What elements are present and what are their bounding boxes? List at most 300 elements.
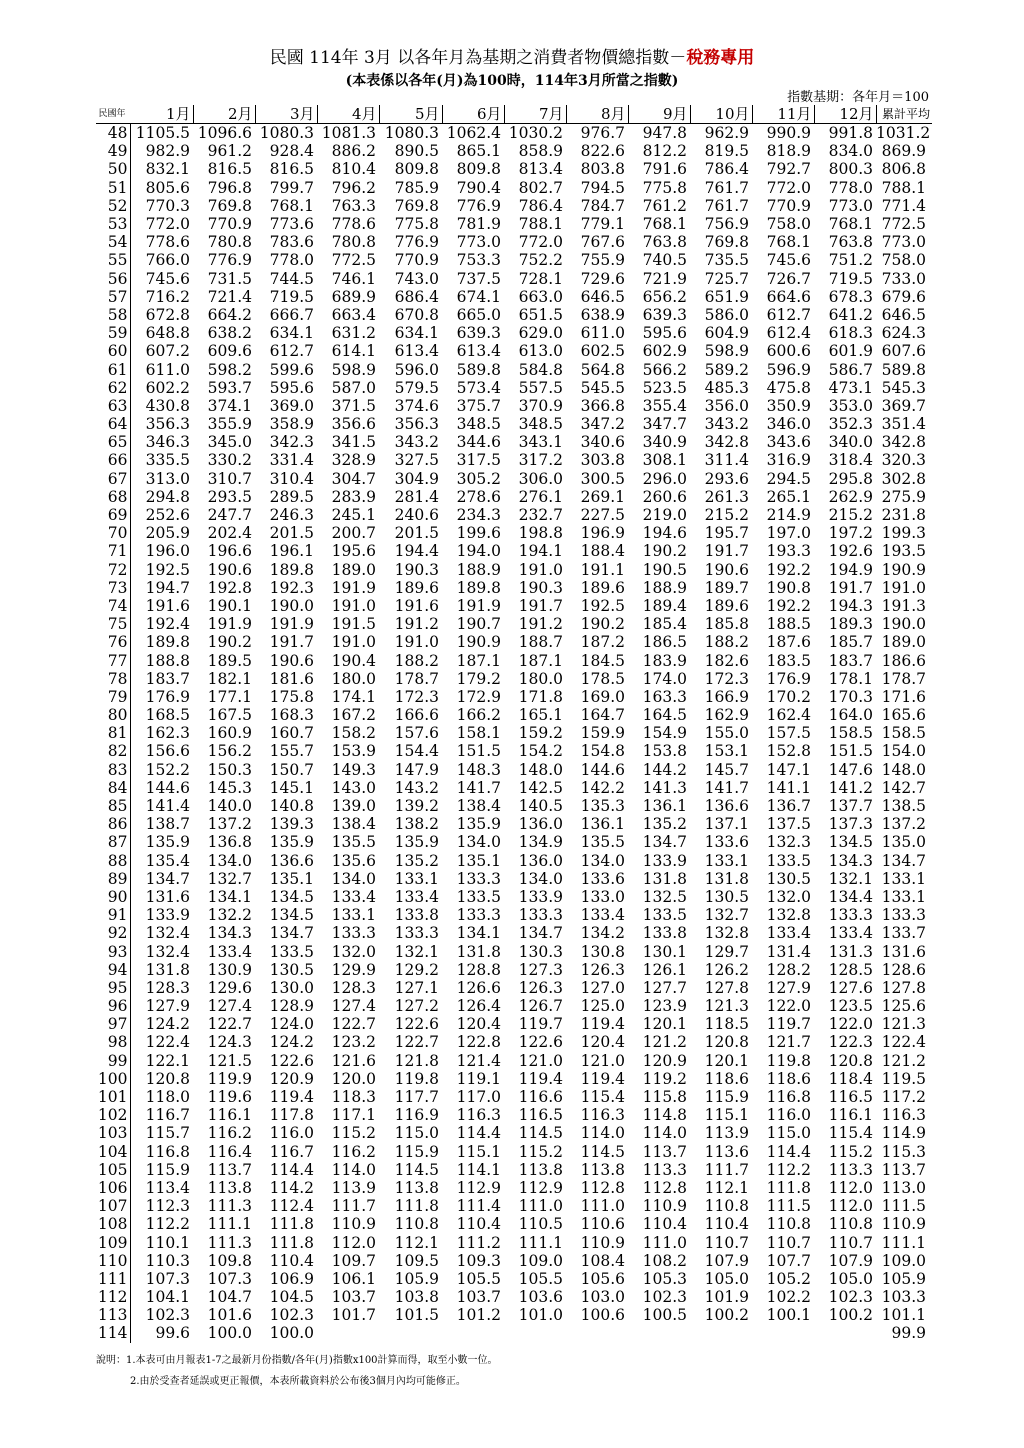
index-cell: 110.4: [269, 1251, 314, 1270]
table-row: [96, 670, 932, 688]
table-row: [96, 1252, 932, 1270]
table-row: [96, 1288, 932, 1306]
index-cell: 158.2: [331, 724, 376, 743]
index-cell: 356.3: [394, 415, 439, 434]
index-cell: 475.8: [766, 378, 811, 397]
index-cell: 110.8: [394, 1215, 439, 1234]
index-cell: 110.9: [331, 1215, 376, 1234]
year-cell: 78: [96, 670, 130, 688]
average-cell: 103.3: [881, 1288, 926, 1307]
index-cell: 613.0: [518, 342, 563, 361]
index-cell: 122.1: [145, 1051, 190, 1070]
index-cell: 191.5: [331, 615, 376, 634]
index-cell: 133.4: [766, 924, 811, 943]
index-cell: 116.5: [518, 1106, 563, 1125]
index-cell: 116.0: [766, 1106, 811, 1125]
index-cell: 133.4: [580, 906, 625, 925]
index-cell: 596.9: [766, 360, 811, 379]
index-cell: 129.2: [394, 960, 439, 979]
index-cell: 768.1: [828, 215, 873, 234]
index-cell: 154.2: [518, 742, 563, 761]
index-cell: 187.1: [518, 651, 563, 670]
index-cell: 766.0: [145, 251, 190, 270]
index-cell: 663.0: [518, 287, 563, 306]
index-cell: 106.9: [269, 1269, 314, 1288]
index-cell: 116.3: [580, 1106, 625, 1125]
index-cell: 753.3: [456, 251, 501, 270]
year-cell: 68: [96, 488, 130, 506]
index-cell: 191.9: [269, 615, 314, 634]
index-cell: 111.8: [766, 1178, 811, 1197]
index-cell: 114.2: [269, 1178, 314, 1197]
index-cell: 310.7: [207, 469, 252, 488]
table-row: [96, 724, 932, 742]
index-cell: 345.0: [207, 433, 252, 452]
year-cell: 57: [96, 288, 130, 306]
index-cell: 191.0: [331, 633, 376, 652]
index-cell: 112.0: [828, 1197, 873, 1216]
index-cell: 111.0: [580, 1197, 625, 1216]
index-cell: 145.3: [207, 778, 252, 797]
table-row: [96, 1306, 932, 1324]
year-cell: 85: [96, 797, 130, 815]
index-cell: 136.0: [518, 851, 563, 870]
index-cell: 132.7: [704, 906, 749, 925]
average-cell: 191.3: [881, 596, 926, 615]
index-cell: 293.5: [207, 487, 252, 506]
index-cell: 128.3: [145, 978, 190, 997]
index-cell: 134.0: [207, 851, 252, 870]
table-row: [96, 415, 932, 433]
index-cell: 316.9: [766, 451, 811, 470]
index-cell: 110.8: [828, 1215, 873, 1234]
index-cell: 296.0: [642, 469, 687, 488]
table-row: [96, 342, 932, 360]
index-cell: 134.3: [207, 924, 252, 943]
index-cell: 157.5: [766, 724, 811, 743]
index-cell: 205.9: [145, 524, 190, 543]
year-cell: 100: [96, 1070, 130, 1088]
index-cell: 132.5: [642, 887, 687, 906]
index-cell: 135.9: [456, 815, 501, 834]
index-cell: 612.4: [766, 324, 811, 343]
index-cell: 185.7: [828, 633, 873, 652]
index-cell: 100.0: [269, 1324, 314, 1343]
index-cell: 346.3: [145, 433, 190, 452]
average-cell: 114.9: [881, 1124, 926, 1143]
index-cell: 289.5: [269, 487, 314, 506]
index-cell: 147.1: [766, 760, 811, 779]
index-cell: 190.5: [642, 560, 687, 579]
index-cell: 122.7: [394, 1033, 439, 1052]
index-cell: 670.8: [394, 305, 439, 324]
index-cell: 990.9: [766, 124, 811, 143]
index-cell: 139.3: [269, 815, 314, 834]
index-cell: 215.2: [704, 506, 749, 525]
year-cell: 101: [96, 1088, 130, 1106]
index-cell: 177.1: [207, 687, 252, 706]
index-cell: 109.8: [207, 1251, 252, 1270]
index-cell: 182.1: [207, 669, 252, 688]
table-row: [96, 997, 932, 1015]
index-cell: 767.6: [580, 233, 625, 252]
index-cell: 105.5: [518, 1269, 563, 1288]
index-cell: 186.5: [642, 633, 687, 652]
index-cell: 276.1: [518, 487, 563, 506]
index-cell: 350.9: [766, 396, 811, 415]
index-cell: 768.1: [766, 233, 811, 252]
index-cell: 113.6: [704, 1142, 749, 1161]
index-cell: 719.5: [828, 269, 873, 288]
index-cell: 111.2: [456, 1233, 501, 1252]
index-cell: 111.8: [394, 1197, 439, 1216]
index-cell: 115.9: [145, 1160, 190, 1179]
index-cell: 358.9: [269, 415, 314, 434]
index-cell: 113.8: [518, 1160, 563, 1179]
index-cell: 195.7: [704, 524, 749, 543]
index-cell: 785.9: [394, 178, 439, 197]
index-cell: 740.5: [642, 251, 687, 270]
index-cell: 182.6: [704, 651, 749, 670]
average-cell: 199.3: [881, 524, 926, 543]
year-cell: 70: [96, 524, 130, 542]
year-cell: 54: [96, 233, 130, 251]
index-cell: 294.8: [145, 487, 190, 506]
index-cell: 744.5: [269, 269, 314, 288]
index-cell: 111.0: [642, 1233, 687, 1252]
index-cell: 133.1: [704, 851, 749, 870]
average-cell: 125.6: [881, 997, 926, 1016]
index-cell: 110.7: [704, 1233, 749, 1252]
column-header: 3月: [255, 105, 317, 124]
index-cell: 300.5: [580, 469, 625, 488]
index-cell: 105.5: [456, 1269, 501, 1288]
average-cell: 105.9: [881, 1269, 926, 1288]
year-cell: 98: [96, 1033, 130, 1051]
index-cell: 145.1: [269, 778, 314, 797]
index-cell: 664.6: [766, 287, 811, 306]
index-cell: 197.2: [828, 524, 873, 543]
index-cell: 102.3: [642, 1288, 687, 1307]
index-cell: 111.1: [518, 1233, 563, 1252]
year-cell: 58: [96, 306, 130, 324]
average-cell: 116.3: [881, 1106, 926, 1125]
index-cell: 164.0: [828, 706, 873, 725]
index-cell: 125.0: [580, 997, 625, 1016]
index-cell: 133.4: [828, 924, 873, 943]
average-cell: 111.5: [881, 1197, 926, 1216]
year-cell: 113: [96, 1306, 130, 1324]
index-cell: 169.0: [580, 687, 625, 706]
index-cell: 104.5: [269, 1288, 314, 1307]
index-cell: 340.9: [642, 433, 687, 452]
index-cell: 191.7: [704, 542, 749, 561]
index-cell: 743.0: [394, 269, 439, 288]
average-cell: 607.6: [881, 342, 926, 361]
table-row: [96, 779, 932, 797]
average-cell: 1031.2: [876, 124, 931, 143]
index-cell: 194.1: [518, 542, 563, 561]
table-row: [96, 924, 932, 942]
index-cell: 192.5: [145, 560, 190, 579]
index-cell: 191.0: [331, 596, 376, 615]
index-cell: 108.2: [642, 1251, 687, 1270]
index-cell: 355.9: [207, 415, 252, 434]
index-cell: 281.4: [394, 487, 439, 506]
index-cell: 343.6: [766, 433, 811, 452]
index-cell: 200.7: [331, 524, 376, 543]
index-cell: 191.0: [394, 633, 439, 652]
index-cell: 133.4: [207, 942, 252, 961]
year-cell: 104: [96, 1143, 130, 1161]
index-cell: 776.9: [456, 196, 501, 215]
base-period-note: 指數基期：各年月＝100: [787, 90, 929, 105]
index-cell: 128.3: [331, 978, 376, 997]
index-cell: 348.5: [456, 415, 501, 434]
index-cell: 725.7: [704, 269, 749, 288]
index-cell: 136.0: [518, 815, 563, 834]
index-cell: 114.1: [456, 1160, 501, 1179]
index-cell: 347.2: [580, 415, 625, 434]
index-cell: 115.2: [828, 1142, 873, 1161]
index-cell: 374.1: [207, 396, 252, 415]
index-cell: 150.7: [269, 760, 314, 779]
average-cell: 133.1: [881, 869, 926, 888]
average-cell: 117.2: [881, 1088, 926, 1107]
index-cell: 123.2: [331, 1033, 376, 1052]
index-cell: 105.6: [580, 1269, 625, 1288]
average-cell: 154.0: [881, 742, 926, 761]
index-cell: 170.3: [828, 687, 873, 706]
index-cell: 126.1: [642, 960, 687, 979]
table-row: [96, 742, 932, 760]
column-header: 8月: [566, 105, 628, 124]
index-cell: 612.7: [269, 342, 314, 361]
index-cell: 240.6: [394, 506, 439, 525]
average-cell: 190.9: [881, 560, 926, 579]
index-cell: 772.0: [518, 233, 563, 252]
index-cell: [814, 1324, 876, 1342]
average-cell: 137.2: [881, 815, 926, 834]
index-cell: 370.9: [518, 396, 563, 415]
index-cell: 126.4: [456, 997, 501, 1016]
index-cell: 127.4: [331, 997, 376, 1016]
index-cell: 111.1: [207, 1215, 252, 1234]
table-row: [96, 288, 932, 306]
index-cell: 103.7: [456, 1288, 501, 1307]
average-cell: 178.7: [881, 669, 926, 688]
index-cell: 485.3: [704, 378, 749, 397]
index-cell: 183.7: [828, 651, 873, 670]
index-cell: 128.8: [456, 960, 501, 979]
table-row: [96, 1215, 932, 1233]
index-cell: 110.8: [704, 1197, 749, 1216]
year-cell: 72: [96, 561, 130, 579]
index-cell: 195.6: [331, 542, 376, 561]
index-cell: 172.3: [394, 687, 439, 706]
index-cell: 586.7: [828, 360, 873, 379]
table-row: [96, 251, 932, 269]
index-cell: 598.9: [331, 360, 376, 379]
index-cell: 141.4: [145, 797, 190, 816]
index-cell: 135.6: [331, 851, 376, 870]
index-cell: 129.9: [331, 960, 376, 979]
table-row: [96, 961, 932, 979]
index-cell: 111.4: [456, 1197, 501, 1216]
index-cell: 157.6: [394, 724, 439, 743]
average-cell: 773.0: [881, 233, 926, 252]
index-cell: 781.9: [456, 215, 501, 234]
index-cell: 313.0: [145, 469, 190, 488]
index-cell: 769.8: [207, 196, 252, 215]
average-cell: 165.6: [881, 706, 926, 725]
index-cell: 260.6: [642, 487, 687, 506]
index-cell: 187.2: [580, 633, 625, 652]
index-cell: 729.6: [580, 269, 625, 288]
index-cell: 796.8: [207, 178, 252, 197]
average-cell: 679.6: [881, 287, 926, 306]
index-cell: 135.1: [456, 851, 501, 870]
average-cell: 121.3: [881, 1015, 926, 1034]
index-cell: 118.0: [145, 1088, 190, 1107]
index-cell: 119.8: [766, 1051, 811, 1070]
index-cell: 215.2: [828, 506, 873, 525]
index-cell: 192.2: [766, 596, 811, 615]
index-cell: 573.4: [456, 378, 501, 397]
index-cell: 191.9: [331, 578, 376, 597]
index-cell: 584.8: [518, 360, 563, 379]
table-row: [96, 1124, 932, 1142]
column-header: 民國年: [96, 105, 130, 124]
index-cell: 770.9: [394, 251, 439, 270]
year-cell: 109: [96, 1233, 130, 1251]
index-cell: 188.8: [145, 651, 190, 670]
index-cell: 145.7: [704, 760, 749, 779]
index-cell: 178.5: [580, 669, 625, 688]
index-cell: 120.0: [331, 1069, 376, 1088]
table-row: [96, 633, 932, 651]
index-cell: 118.5: [704, 1015, 749, 1034]
index-cell: 192.4: [145, 615, 190, 634]
index-cell: 137.5: [766, 815, 811, 834]
index-cell: 311.4: [704, 451, 749, 470]
index-cell: 127.4: [207, 997, 252, 1016]
index-cell: 602.5: [580, 342, 625, 361]
index-cell: 803.8: [580, 160, 625, 179]
index-cell: 108.4: [580, 1251, 625, 1270]
average-cell: 275.9: [881, 487, 926, 506]
index-cell: 115.4: [580, 1088, 625, 1107]
index-cell: 947.8: [642, 124, 687, 143]
index-cell: 190.7: [456, 615, 501, 634]
index-cell: 348.5: [518, 415, 563, 434]
average-cell: 138.5: [881, 797, 926, 816]
index-cell: 607.2: [145, 342, 190, 361]
index-cell: 147.6: [828, 760, 873, 779]
index-cell: 262.9: [828, 487, 873, 506]
index-cell: 232.7: [518, 506, 563, 525]
index-cell: 174.1: [331, 687, 376, 706]
index-cell: 609.6: [207, 342, 252, 361]
index-cell: 721.9: [642, 269, 687, 288]
index-cell: 118.6: [766, 1069, 811, 1088]
year-cell: 82: [96, 742, 130, 760]
index-cell: 598.9: [704, 342, 749, 361]
index-cell: 778.6: [331, 215, 376, 234]
index-cell: 775.8: [642, 178, 687, 197]
index-cell: 116.0: [269, 1124, 314, 1143]
index-cell: 133.6: [580, 869, 625, 888]
table-row: [96, 142, 932, 160]
index-cell: 252.6: [145, 506, 190, 525]
table-row: [96, 761, 932, 779]
index-cell: 196.0: [145, 542, 190, 561]
index-cell: 219.0: [642, 506, 687, 525]
index-cell: 130.8: [580, 942, 625, 961]
index-cell: 191.2: [518, 615, 563, 634]
table-row: [96, 1324, 932, 1342]
index-cell: 154.8: [580, 742, 625, 761]
index-cell: 340.6: [580, 433, 625, 452]
index-cell: 103.7: [331, 1288, 376, 1307]
year-cell: 92: [96, 924, 130, 942]
index-cell: 191.6: [145, 596, 190, 615]
index-cell: [690, 1324, 752, 1342]
index-cell: [379, 1324, 442, 1342]
index-cell: 110.5: [518, 1215, 563, 1234]
index-cell: 126.3: [580, 960, 625, 979]
index-cell: 176.9: [766, 669, 811, 688]
index-cell: 122.3: [828, 1033, 873, 1052]
index-cell: 179.2: [456, 669, 501, 688]
index-cell: 304.9: [394, 469, 439, 488]
index-cell: 190.2: [580, 615, 625, 634]
index-cell: 858.9: [518, 142, 563, 161]
index-cell: 131.8: [704, 869, 749, 888]
index-cell: 810.4: [331, 160, 376, 179]
index-cell: 283.9: [331, 487, 376, 506]
average-cell: 193.5: [881, 542, 926, 561]
index-cell: 335.5: [145, 451, 190, 470]
index-cell: 745.6: [145, 269, 190, 288]
index-cell: 155.7: [269, 742, 314, 761]
average-cell: 788.1: [881, 178, 926, 197]
year-cell: 93: [96, 942, 130, 960]
index-cell: 772.0: [145, 215, 190, 234]
index-cell: 134.1: [207, 887, 252, 906]
index-cell: 124.3: [207, 1033, 252, 1052]
index-cell: 295.8: [828, 469, 873, 488]
index-cell: 103.0: [580, 1288, 625, 1307]
index-cell: 133.5: [269, 942, 314, 961]
index-cell: 818.9: [766, 142, 811, 161]
average-cell: 771.4: [881, 196, 926, 215]
index-cell: 166.2: [456, 706, 501, 725]
index-cell: 119.4: [269, 1088, 314, 1107]
average-cell: 646.5: [881, 305, 926, 324]
index-cell: 104.7: [207, 1288, 252, 1307]
index-cell: 143.0: [331, 778, 376, 797]
cpi-table: [96, 105, 932, 1343]
index-cell: 752.2: [518, 251, 563, 270]
average-cell: 109.0: [881, 1251, 926, 1270]
index-cell: 102.3: [145, 1306, 190, 1325]
index-cell: 1030.2: [508, 124, 563, 143]
index-cell: 136.6: [704, 797, 749, 816]
average-cell: 191.0: [881, 578, 926, 597]
year-cell: 102: [96, 1106, 130, 1124]
index-cell: 639.3: [456, 324, 501, 343]
